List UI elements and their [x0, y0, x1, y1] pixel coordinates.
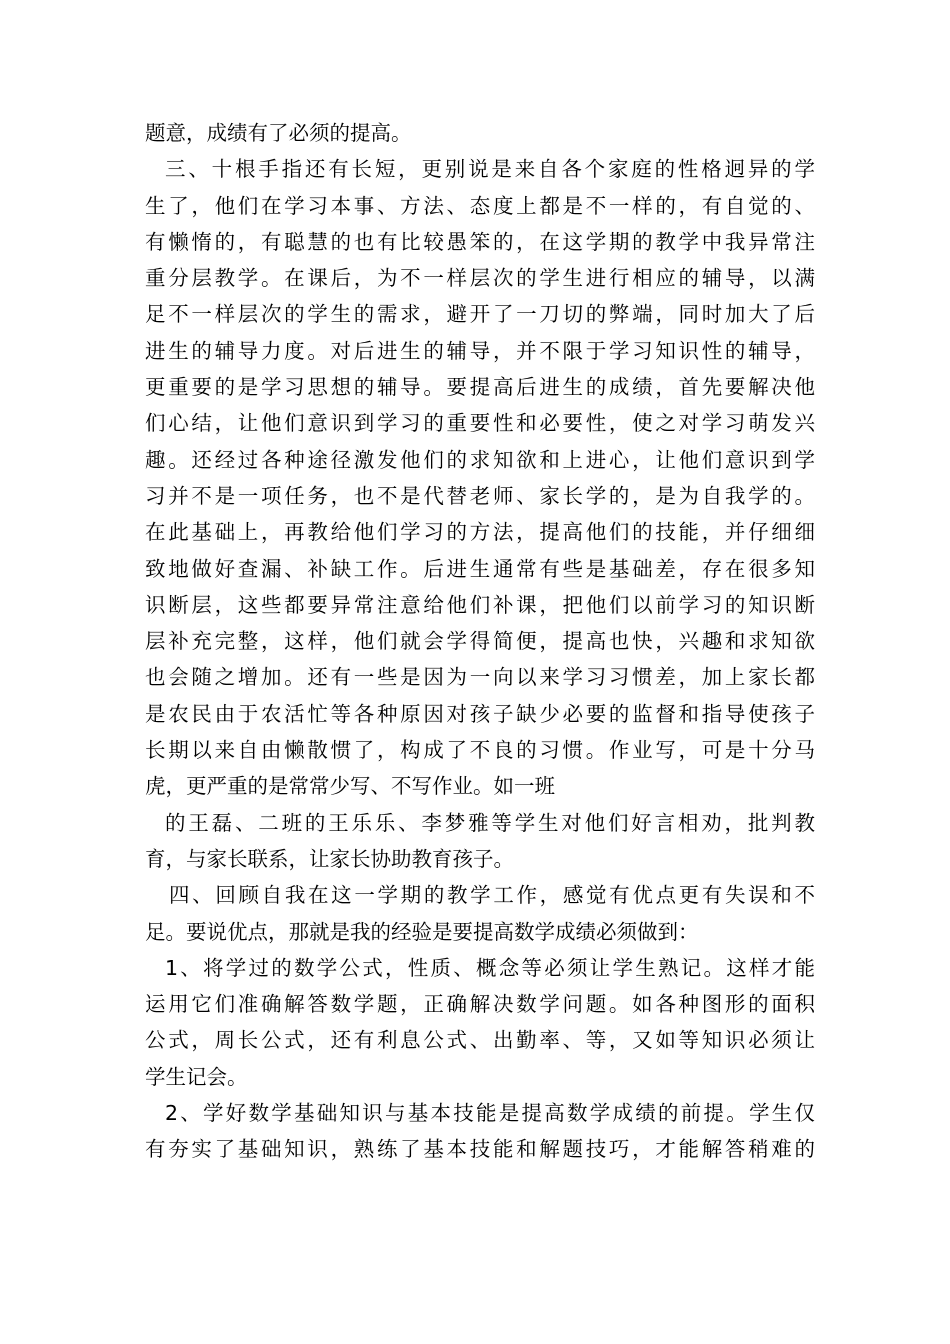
- text-line-9: 们心结，让他们意识到学习的重要性和必要性，使之对学习萌发兴: [145, 411, 815, 436]
- text-line-6: 足不一样层次的学生的需求，避开了一刀切的弊端，同时加大了后: [145, 302, 815, 327]
- text-line-13: 致地做好查漏、补缺工作。后进生通常有些是基础差，存在很多知: [145, 556, 815, 581]
- text-line-20: 的王磊、二班的王乐乐、李梦雅等学生对他们好言相劝，批判教: [165, 810, 815, 835]
- text-line-14: 识断层，这些都要异常注意给他们补课，把他们以前学习的知识断: [145, 592, 815, 617]
- text-line-7: 进生的辅导力度。对后进生的辅导，并不限于学习知识性的辅导，: [145, 338, 815, 363]
- text-line-11: 习并不是一项任务，也不是代替老师、家长学的，是为自我学的。: [145, 483, 815, 508]
- text-line-29: 有夯实了基础知识，熟练了基本技能和解题技巧，才能解答稍难的: [145, 1137, 815, 1162]
- text-line-19: 虎，更严重的是常常少写、不写作业。如一班: [145, 774, 555, 799]
- text-line-27: 学生记会。: [145, 1064, 248, 1089]
- text-line-1: 题意，成绩有了必须的提高。: [145, 121, 412, 145]
- text-line-21: 育，与家长联系，让家长协助教育孩子。: [145, 846, 514, 871]
- text-line-15: 层补充完整，这样，他们就会学得简便，提高也快，兴趣和求知欲: [145, 629, 815, 654]
- text-line-12: 在此基础上，再教给他们学习的方法，提高他们的技能，并仔细细: [145, 520, 815, 545]
- text-line-24: 1、将学过的数学公式，性质、概念等必须让学生熟记。这样才能: [165, 955, 815, 980]
- text-line-16: 也会随之增加。还有一些是因为一向以来学习习惯差，加上家长都: [145, 665, 815, 690]
- text-line-8: 更重要的是学习思想的辅导。要提高后进生的成绩，首先要解决他: [145, 375, 815, 400]
- text-line-10: 趣。还经过各种途径激发他们的求知欲和上进心，让他们意识到学: [145, 447, 815, 472]
- text-line-25: 运用它们准确解答数学题，正确解决数学问题。如各种图形的面积: [145, 992, 815, 1017]
- text-line-4: 有懒惰的，有聪慧的也有比较愚笨的，在这学期的教学中我异常注: [145, 229, 815, 254]
- text-line-2: 三、十根手指还有长短，更别说是来自各个家庭的性格迥异的学: [165, 157, 815, 182]
- text-line-17: 是农民由于农活忙等各种原因对孩子缺少必要的监督和指导使孩子: [145, 701, 815, 726]
- text-line-26: 公式，周长公式，还有利息公式、出勤率、等，又如等知识必须让: [145, 1028, 815, 1053]
- body-text: [145, 115, 815, 1168]
- text-line-3: 生了，他们在学习本事、方法、态度上都是不一样的，有自觉的、: [145, 193, 815, 218]
- text-line-5: 重分层教学。在课后，为不一样层次的学生进行相应的辅导，以满: [145, 266, 815, 291]
- text-line-28: 2、学好数学基础知识与基本技能是提高数学成绩的前提。学生仅: [165, 1101, 815, 1126]
- text-line-18: 长期以来自由懒散惯了，构成了不良的习惯。作业写，可是十分马: [145, 738, 815, 763]
- text-line-23: 足。要说优点，那就是我的经验是要提高数学成绩必须做到：: [145, 919, 699, 944]
- text-line-22: 四、回顾自我在这一学期的教学工作，感觉有优点更有失误和不: [169, 883, 815, 908]
